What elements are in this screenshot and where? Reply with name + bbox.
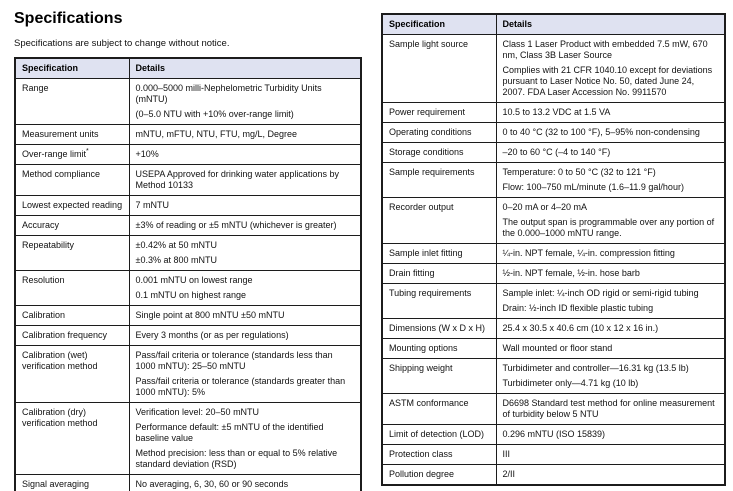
table-row <box>15 326 361 346</box>
table-row <box>15 216 361 236</box>
details-cell <box>129 196 361 216</box>
details-paragraph: 10.5 to 13.2 VDC at 1.5 VA <box>502 107 611 117</box>
spec-cell: Signal averaging <box>15 475 129 491</box>
details-cell <box>496 103 725 123</box>
column-header-specification: Specification <box>382 14 496 35</box>
spec-cell: Calibration (wet) verification method <box>15 346 129 403</box>
details-paragraph: 2/II <box>502 469 516 479</box>
spec-cell: ASTM conformance <box>382 394 496 425</box>
spec-cell: Calibration <box>15 306 129 326</box>
spec-cell: Range <box>15 79 129 125</box>
details-paragraph: Every 3 months (or as per regulations) <box>135 330 289 340</box>
details-paragraph: D6698 Standard test method for online measurement of turbidity below 5 NTU <box>502 398 715 419</box>
details-paragraph: Sample inlet: ¼-inch OD rigid or semi-rigid tubing <box>502 288 699 298</box>
details-cell <box>496 445 725 465</box>
details-paragraph: Class 1 Laser Product with embedded 7.5 mW, 670 nm, Class 3B Laser Source <box>502 39 708 60</box>
details-paragraph: ±0.3% at 800 mNTU <box>135 255 217 265</box>
spec-cell: Calibration frequency <box>15 326 129 346</box>
details-paragraph: 0 to 40 °C (32 to 100 °F), 5–95% non-condensing <box>502 127 700 137</box>
details-paragraph: USEPA Approved for drinking water applications by Method 10133 <box>135 169 339 190</box>
details-cell <box>129 475 361 491</box>
table-row <box>382 244 725 264</box>
spec-cell: Pollution degree <box>382 465 496 486</box>
spec-cell: Power requirement <box>382 103 496 123</box>
details-cell <box>496 244 725 264</box>
details-cell <box>496 465 725 486</box>
table-row <box>382 163 725 198</box>
specifications-table-left <box>14 57 362 491</box>
table-row <box>15 346 361 403</box>
column-header-specification: Specification <box>15 58 129 79</box>
spec-cell: Sample light source <box>382 35 496 103</box>
details-cell <box>129 216 361 236</box>
table-row <box>15 403 361 475</box>
details-cell <box>129 271 361 306</box>
details-paragraph: –20 to 60 °C (–4 to 140 °F) <box>502 147 611 157</box>
spec-cell: Shipping weight <box>382 359 496 394</box>
details-paragraph: Flow: 100–750 mL/minute (1.6–11.9 gal/hour) <box>502 182 684 192</box>
details-paragraph: ½-in. NPT female, ½-in. hose barb <box>502 268 640 278</box>
spec-cell: Drain fitting <box>382 264 496 284</box>
details-cell <box>129 306 361 326</box>
details-paragraph: Pass/fail criteria or tolerance (standards greater than 1000 mNTU): 5% <box>135 376 346 397</box>
spec-cell: Dimensions (W x D x H) <box>382 319 496 339</box>
table-row <box>15 165 361 196</box>
details-cell <box>129 79 361 125</box>
details-paragraph: Complies with 21 CFR 1040.10 except for deviations pursuant to Laser Notice No. 50, dated June 24, 2007. FDA Laser Accession No. 9911570 <box>502 65 713 97</box>
details-cell <box>129 145 361 165</box>
table-row <box>15 236 361 271</box>
spec-cell: Mounting options <box>382 339 496 359</box>
table-row <box>15 196 361 216</box>
details-paragraph: (0–5.0 NTU with +10% over-range limit) <box>135 109 294 119</box>
table-row <box>382 359 725 394</box>
table-row <box>15 271 361 306</box>
details-paragraph: 0–20 mA or 4–20 mA <box>502 202 588 212</box>
spec-cell: Operating conditions <box>382 123 496 143</box>
spec-cell: Resolution <box>15 271 129 306</box>
details-paragraph: Drain: ½-inch ID flexible plastic tubing <box>502 303 654 313</box>
spec-cell: Recorder output <box>382 198 496 244</box>
table-row <box>382 143 725 163</box>
details-cell <box>496 143 725 163</box>
spec-cell <box>15 145 129 165</box>
details-cell <box>496 35 725 103</box>
spec-cell: Calibration (dry) verification method <box>15 403 129 475</box>
spec-cell: Lowest expected reading <box>15 196 129 216</box>
details-cell <box>496 264 725 284</box>
details-paragraph: +10% <box>135 149 159 159</box>
spec-cell: Repeatability <box>15 236 129 271</box>
details-cell <box>129 346 361 403</box>
specifications-table-right <box>381 13 726 486</box>
column-header-details: Details <box>496 14 725 35</box>
table-row <box>15 125 361 145</box>
table-row <box>382 264 725 284</box>
details-paragraph: 25.4 x 30.5 x 40.6 cm (10 x 12 x 16 in.) <box>502 323 659 333</box>
details-paragraph: 7 mNTU <box>135 200 169 210</box>
details-cell <box>496 123 725 143</box>
details-paragraph: The output span is programmable over any portion of the 0.000–1000 mNTU range. <box>502 217 715 238</box>
column-header-details: Details <box>129 58 361 79</box>
details-paragraph: Pass/fail criteria or tolerance (standards less than 1000 mNTU): 25–50 mNTU <box>135 350 333 371</box>
details-cell <box>496 359 725 394</box>
table-row <box>382 35 725 103</box>
details-paragraph: ±0.42% at 50 mNTU <box>135 240 217 250</box>
table-row <box>382 319 725 339</box>
details-cell <box>129 403 361 475</box>
page-subtitle: Specifications are subject to change without notice. <box>14 38 230 49</box>
details-paragraph: Turbidimeter only—4.71 kg (10 lb) <box>502 378 639 388</box>
table-row <box>382 339 725 359</box>
spec-cell: Storage conditions <box>382 143 496 163</box>
details-cell <box>129 125 361 145</box>
table-row <box>382 198 725 244</box>
table-header-row <box>15 58 361 79</box>
details-paragraph: 0.000–5000 milli-Nephelometric Turbidity Units (mNTU) <box>135 83 322 104</box>
spec-cell: Accuracy <box>15 216 129 236</box>
table-row <box>382 425 725 445</box>
details-paragraph: Single point at 800 mNTU ±50 mNTU <box>135 310 285 320</box>
spec-cell: Sample inlet fitting <box>382 244 496 264</box>
details-cell <box>496 198 725 244</box>
details-paragraph: mNTU, mFTU, NTU, FTU, mg/L, Degree <box>135 129 298 139</box>
table-row <box>382 394 725 425</box>
table-row <box>382 465 725 486</box>
details-paragraph: 0.1 mNTU on highest range <box>135 290 247 300</box>
details-paragraph: Wall mounted or floor stand <box>502 343 613 353</box>
details-paragraph: ±3% of reading or ±5 mNTU (whichever is greater) <box>135 220 337 230</box>
table-header-row <box>382 14 725 35</box>
table-row <box>382 284 725 319</box>
details-paragraph: 0.001 mNTU on lowest range <box>135 275 253 285</box>
table-row <box>15 306 361 326</box>
table-row <box>15 79 361 125</box>
details-cell <box>496 394 725 425</box>
details-cell <box>496 163 725 198</box>
spec-cell: Protection class <box>382 445 496 465</box>
details-paragraph: III <box>502 449 511 459</box>
spec-cell: Limit of detection (LOD) <box>382 425 496 445</box>
details-cell <box>129 326 361 346</box>
details-paragraph: Turbidimeter and controller—16.31 kg (13.5 lb) <box>502 363 689 373</box>
details-paragraph: Method precision: less than or equal to 5% relative standard deviation (RSD) <box>135 448 338 469</box>
table-row <box>15 145 361 165</box>
details-cell <box>496 339 725 359</box>
details-cell <box>129 165 361 196</box>
footnote-marker: * <box>86 148 89 155</box>
spec-cell: Method compliance <box>15 165 129 196</box>
details-cell <box>129 236 361 271</box>
details-paragraph: Performance default: ±5 mNTU of the identified baseline value <box>135 422 324 443</box>
spec-cell: Measurement units <box>15 125 129 145</box>
table-row <box>382 445 725 465</box>
table-row <box>382 103 725 123</box>
details-paragraph: 0.296 mNTU (ISO 15839) <box>502 429 606 439</box>
details-paragraph: Verification level: 20–50 mNTU <box>135 407 260 417</box>
details-cell <box>496 425 725 445</box>
details-cell <box>496 284 725 319</box>
page-title: Specifications <box>14 10 123 27</box>
spec-label: Over-range limit <box>22 149 87 159</box>
table-row <box>15 475 361 491</box>
spec-cell: Tubing requirements <box>382 284 496 319</box>
details-paragraph: No averaging, 6, 30, 60 or 90 seconds <box>135 479 289 489</box>
table-row <box>382 123 725 143</box>
spec-cell: Sample requirements <box>382 163 496 198</box>
details-cell <box>496 319 725 339</box>
details-paragraph: ¼-in. NPT female, ¼-in. compression fitting <box>502 248 675 258</box>
details-paragraph: Temperature: 0 to 50 °C (32 to 121 °F) <box>502 167 656 177</box>
